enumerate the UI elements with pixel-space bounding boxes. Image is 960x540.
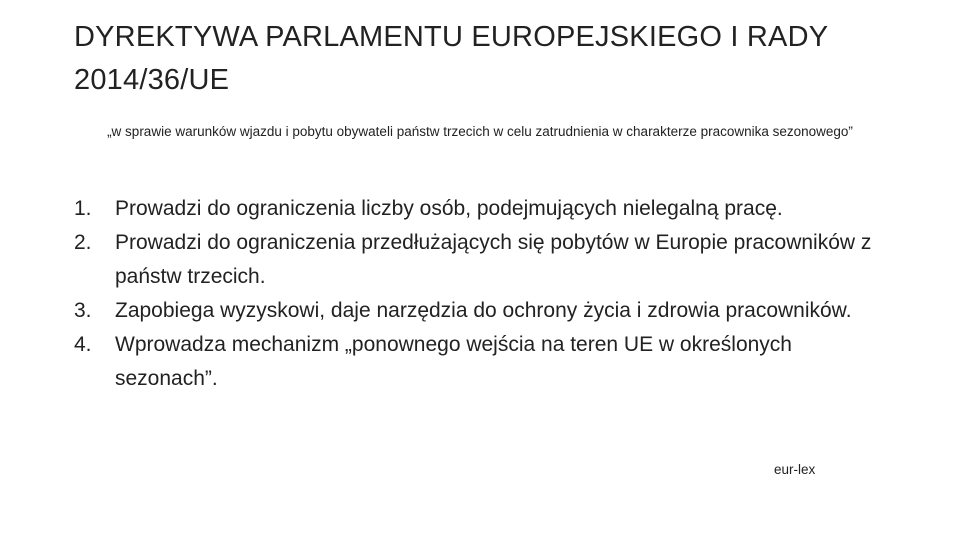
slide-subtitle: „w sprawie warunków wjazdu i pobytu obywateli państw trzecich w celu zatrudnienia w charakterze pracownika sezonowego” — [107, 124, 853, 139]
list-item-text: Wprowadza mechanizm „ponownego wejścia na teren UE w określonych sezonach”. — [115, 333, 792, 390]
slide-title: DYREKTYWA PARLAMENTU EUROPEJSKIEGO I RADY 2014/36/UE — [74, 21, 828, 96]
list-item-text: Zapobiega wyzyskowi, daje narzędzia do ochrony życia i zdrowia pracowników. — [115, 299, 852, 322]
list-item — [74, 294, 874, 328]
numbered-list — [74, 192, 874, 396]
list-item-text: Prowadzi do ograniczenia przedłużających się pobytów w Europie pracowników z państw trzecich. — [115, 231, 872, 288]
list-item-number: 4. — [74, 333, 92, 356]
list-item — [74, 192, 874, 226]
list-item-number: 1. — [74, 197, 92, 220]
source-label: eur-lex — [774, 462, 816, 477]
list-item-number: 2. — [74, 231, 92, 254]
list-item — [74, 226, 874, 294]
list-item-text: Prowadzi do ograniczenia liczby osób, podejmujących nielegalną pracę. — [115, 197, 783, 220]
list-item-number: 3. — [74, 299, 92, 322]
list-item — [74, 328, 874, 396]
